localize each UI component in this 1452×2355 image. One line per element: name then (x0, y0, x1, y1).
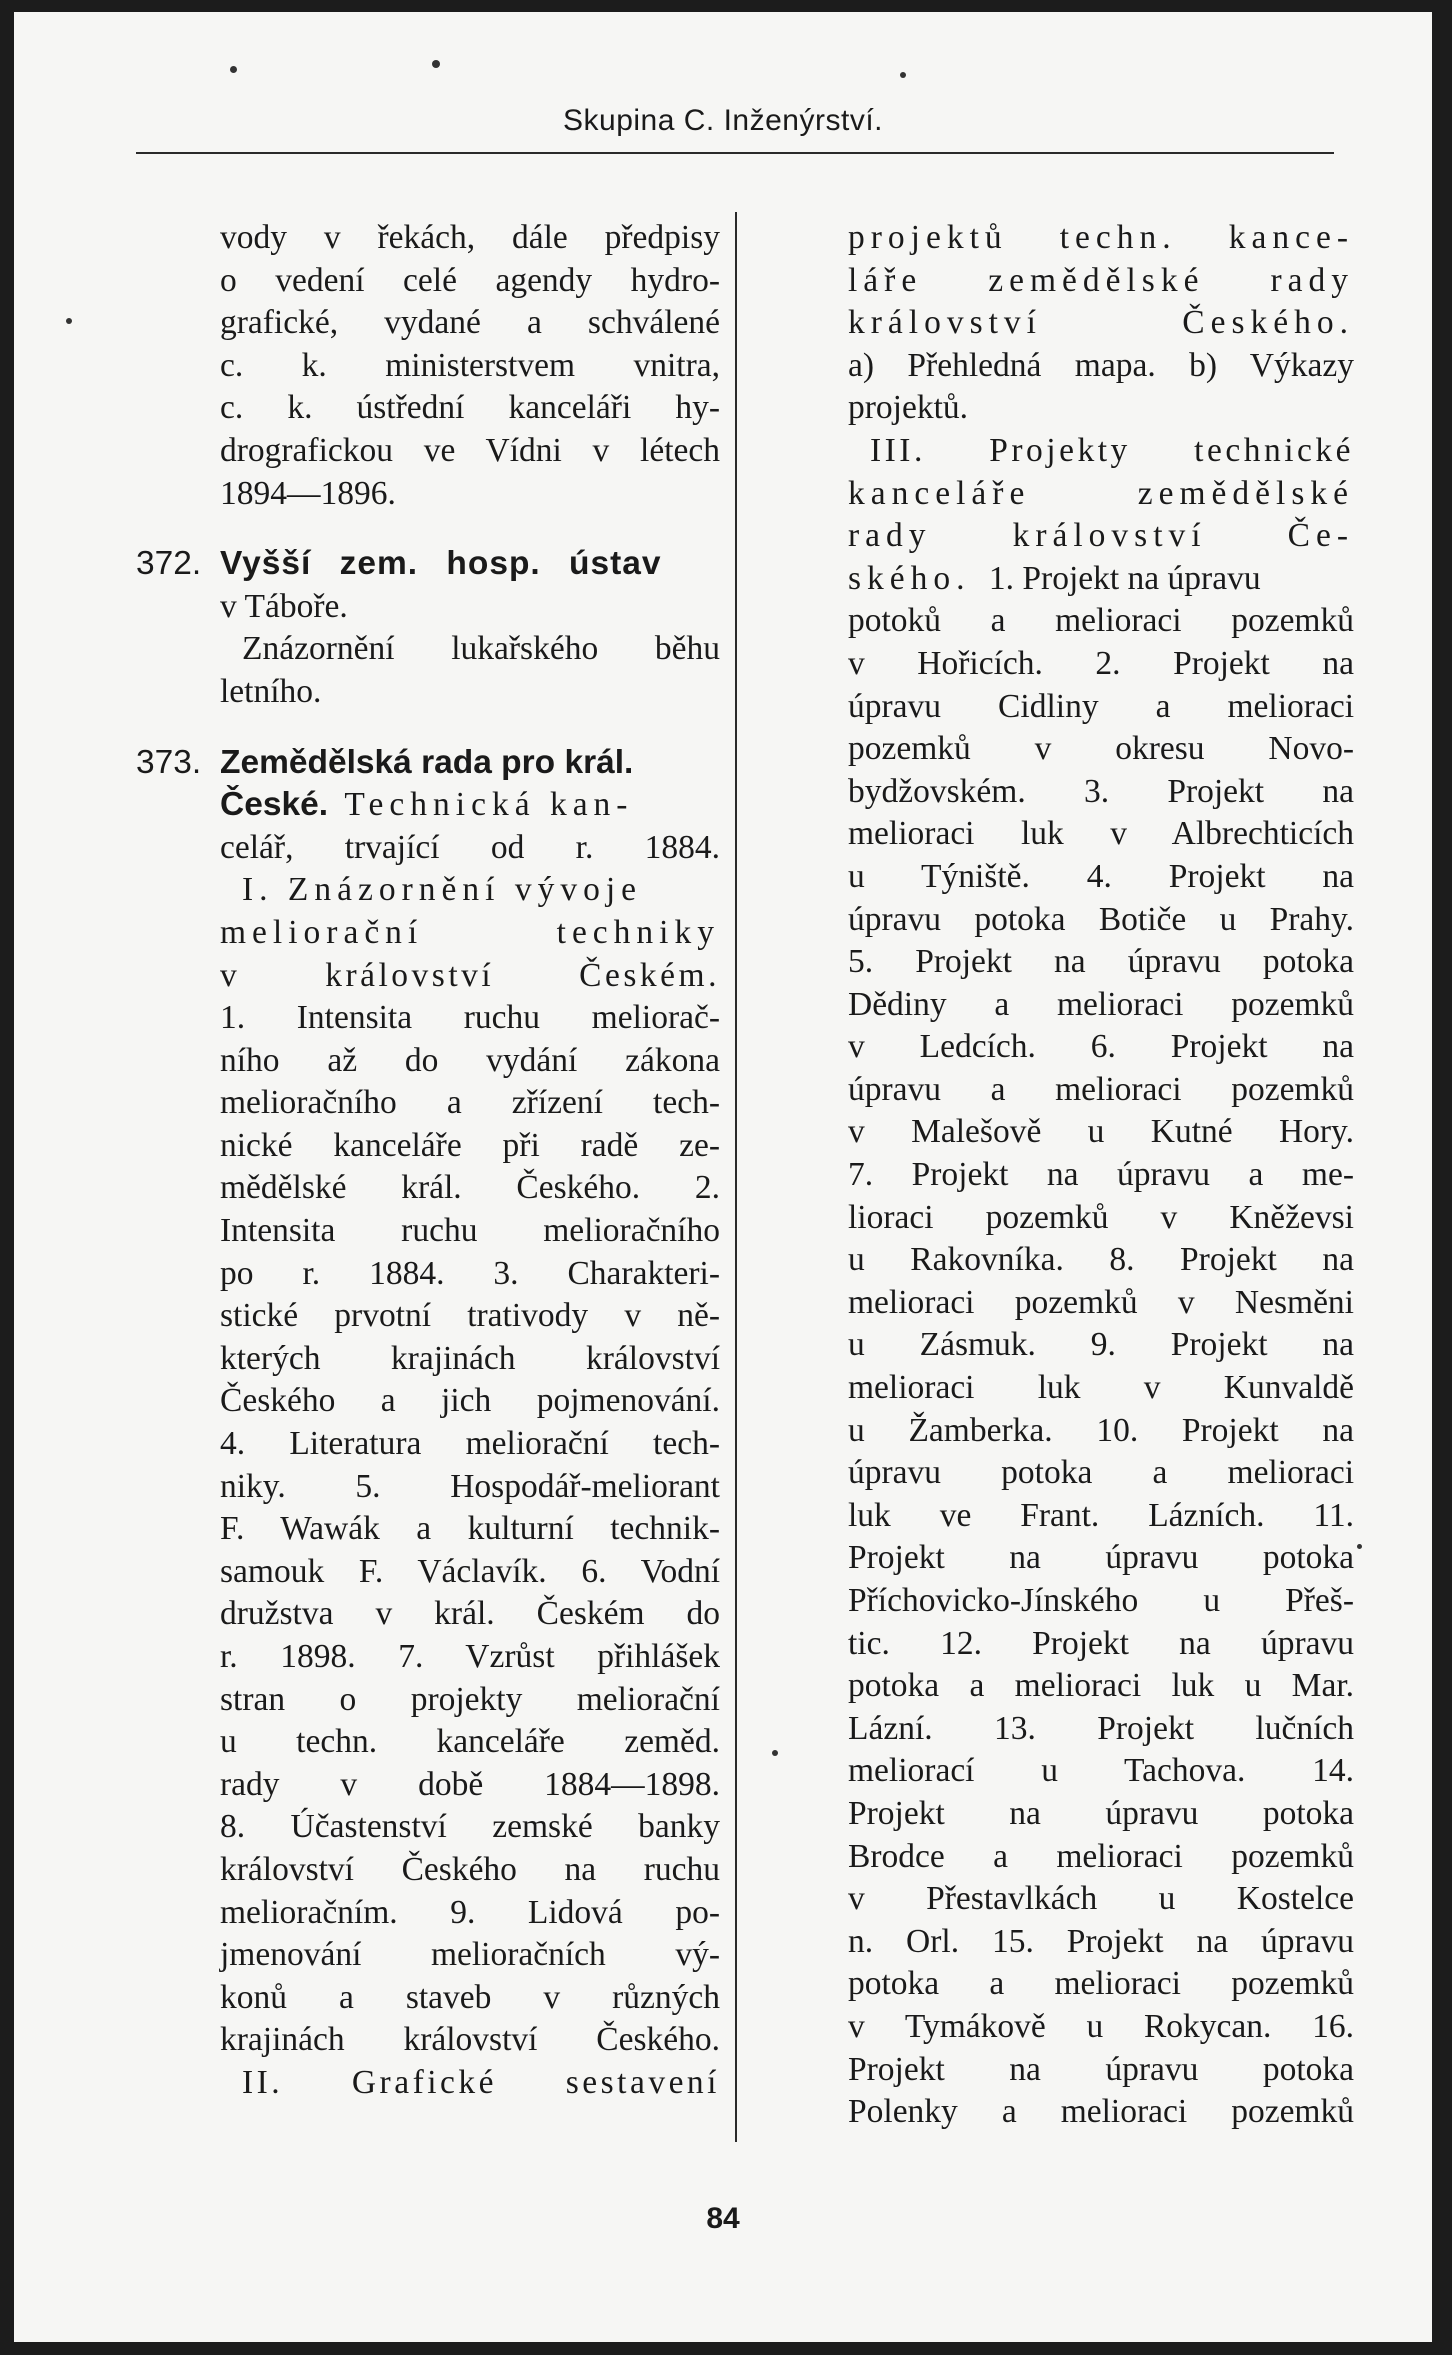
text-line: družstva v král. Českém do (220, 1595, 720, 1633)
text-line: jmenování melioračních vý- (220, 1936, 720, 1974)
entry-subtitle: Technická kan- (344, 786, 634, 824)
text-line: 7. Projekt na úpravu a me- (848, 1156, 1354, 1194)
left-column (136, 217, 720, 2105)
text-line: potoků a melioraci pozemků (848, 602, 1354, 640)
entry-number: 373. (136, 743, 202, 781)
text-line: n. Orl. 15. Projekt na úpravu (848, 1922, 1354, 1960)
text-line: ního až do vydání zákona (220, 1041, 720, 1079)
text-line: stran o projekty meliorační (220, 1680, 720, 1718)
page-number: 84 (706, 2202, 740, 2235)
text-line: konů a staveb v různých (220, 1978, 720, 2016)
text-line: bydžovském. 3. Projekt na (848, 772, 1354, 810)
entry-description: Znázornění lukařského běhu (242, 630, 720, 668)
scan-speck (230, 66, 237, 73)
section-heading: v království Českém. (220, 956, 720, 994)
entry-title: Vyšší zem. hosp. ústav (220, 545, 662, 583)
section-heading: I. Znázornění vývoje (242, 871, 642, 909)
text-line: potoka a melioraci luk u Mar. (848, 1667, 1354, 1705)
entry-title: Zemědělská rada pro král. (220, 743, 634, 781)
section-heading: III. Projekty technické (870, 431, 1354, 469)
section-heading: meliorační techniky (220, 913, 720, 951)
text-line: v Tymákově u Rokycan. 16. (848, 2007, 1354, 2045)
text-line: melioraci luk v Albrechticích (848, 815, 1354, 853)
section-heading: království Českého. (848, 304, 1354, 342)
text-line: u Rakovníka. 8. Projekt na (848, 1241, 1354, 1279)
text-line: vody v řekách, dále předpisy (220, 219, 720, 256)
text-line: melioraci pozemků v Nesměni (848, 1283, 1354, 1321)
text-line: Příchovicko-Jínského u Přeš- (848, 1582, 1354, 1619)
header-rule (136, 152, 1334, 154)
section-heading: ského. (848, 559, 971, 597)
text-line: u Týniště. 4. Projekt na (848, 857, 1354, 895)
entry-title: České. (220, 786, 329, 824)
section-heading: II. Grafické sestavení (242, 2063, 720, 2101)
text-line: Lázní. 13. Projekt lučních (848, 1709, 1354, 1747)
text-line: luk ve Frant. Lázních. 11. (848, 1496, 1354, 1534)
text-line: v Hořicích. 2. Projekt na (848, 644, 1354, 682)
text-line: Polenky a melioraci pozemků (848, 2093, 1354, 2131)
scan-speck (1357, 1544, 1362, 1549)
text-line: u techn. kanceláře zeměd. (220, 1723, 720, 1761)
text-line: Intensita ruchu melioračního (220, 1212, 720, 1250)
text-line: Českého a jich pojmenování. (220, 1382, 720, 1420)
text-line: nické kanceláře při radě ze- (220, 1126, 720, 1164)
text-line: krajinách království Českého. (220, 2021, 720, 2059)
text-line: F. Wawák a kulturní technik- (220, 1510, 720, 1548)
text-line: 1. Intensita ruchu meliorač- (220, 999, 720, 1037)
entry-description: letního. (220, 672, 322, 710)
text-line: Projekt na úpravu potoka (848, 1539, 1354, 1577)
text-line: úpravu Cidliny a melioraci (848, 687, 1354, 725)
right-column (848, 217, 1354, 2134)
text-line: grafické, vydané a schválené (220, 304, 720, 342)
text-line: celář, trvající od r. 1884. (220, 828, 720, 866)
text-line: a) Přehledná mapa. b) Výkazy (848, 346, 1354, 384)
entry-place: v Táboře. (220, 587, 348, 625)
text-line: rady v době 1884—1898. (220, 1765, 720, 1803)
text-line: u Žamberka. 10. Projekt na (848, 1411, 1354, 1449)
text-line: mědělské král. Českého. 2. (220, 1169, 720, 1207)
section-heading: projektů techn. kance- (848, 219, 1354, 256)
text-line: melioraci luk v Kunvaldě (848, 1369, 1354, 1407)
text-line: po r. 1884. 3. Charakteri- (220, 1254, 720, 1292)
text-line: lioraci pozemků v Kněževsi (848, 1198, 1354, 1236)
entry-373 (136, 742, 720, 870)
text-line: samouk F. Václavík. 6. Vodní (220, 1552, 720, 1590)
text-line: meliorací u Tachova. 14. (848, 1752, 1354, 1790)
text-line: r. 1898. 7. Vzrůst přihlášek (220, 1638, 720, 1675)
text-line: kterých krajinách království (220, 1339, 720, 1377)
text-line: v Přestavlkách u Kostelce (848, 1880, 1354, 1918)
entry-number: 372. (136, 545, 202, 583)
text-line: stické prvotní trativody v ně- (220, 1297, 720, 1335)
text-line: 5. Projekt na úpravu potoka (848, 943, 1354, 981)
text-line: úpravu potoka Botiče u Prahy. (848, 900, 1354, 938)
section-heading: rady království Če- (848, 517, 1354, 555)
scan-speck (772, 1750, 778, 1756)
column-divider (735, 212, 737, 2142)
text-line: 8. Účastenství zemské banky (220, 1808, 720, 1846)
text-line: niky. 5. Hospodář-meliorant (220, 1467, 720, 1505)
text-line: 1894—1896. (220, 474, 396, 512)
text-line: Brodce a melioraci pozemků (848, 1837, 1354, 1875)
running-header: Skupina C. Inženýrství. (563, 104, 883, 137)
text-line: 1. Projekt na úpravu (988, 559, 1261, 597)
text-line: o vedení celé agendy hydro- (220, 261, 720, 299)
text-line: c. k. ústřední kanceláři hy- (220, 389, 720, 427)
text-line: melioračního a zřízení tech- (220, 1084, 720, 1122)
text-line: drografickou ve Vídni v létech (220, 431, 720, 469)
text-line: 4. Literatura meliorační tech- (220, 1425, 720, 1463)
text-line: tic. 12. Projekt na úpravu (848, 1624, 1354, 1662)
text-line: úpravu a melioraci pozemků (848, 1070, 1354, 1108)
section-heading: láře zemědělské rady (848, 261, 1354, 299)
text-line: melioračním. 9. Lidová po- (220, 1893, 720, 1931)
scan-speck (66, 318, 72, 324)
text-line: potoka a melioraci pozemků (848, 1965, 1354, 2003)
text-line: úpravu potoka a melioraci (848, 1454, 1354, 1492)
text-line: v Ledcích. 6. Projekt na (848, 1028, 1354, 1066)
text-line: Dědiny a melioraci pozemků (848, 985, 1354, 1023)
text-line: projektů. (848, 389, 969, 427)
text-line: v Malešově u Kutné Hory. (848, 1113, 1354, 1151)
text-line: pozemků v okresu Novo- (848, 730, 1354, 768)
entry-372 (136, 543, 720, 713)
page-sheet (14, 12, 1432, 2342)
text-line: c. k. ministerstvem vnitra, (220, 346, 720, 384)
text-line: království Českého na ruchu (220, 1850, 720, 1888)
text-line: Projekt na úpravu potoka (848, 2050, 1354, 2088)
scan-speck (432, 60, 440, 68)
scan-speck (900, 72, 906, 78)
text-line: u Zásmuk. 9. Projekt na (848, 1326, 1354, 1364)
section-heading: kanceláře zemědělské (848, 474, 1354, 512)
text-line: Projekt na úpravu potoka (848, 1794, 1354, 1832)
